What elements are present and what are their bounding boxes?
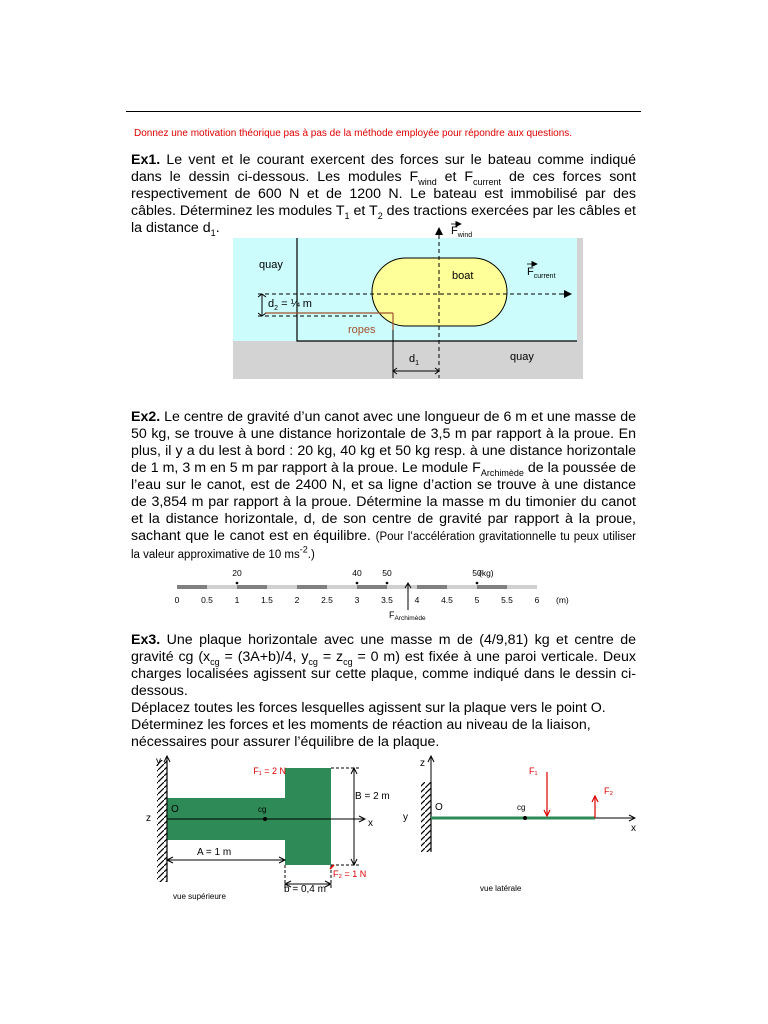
b-label: b = 0,4 m (284, 884, 326, 895)
ruler-segment (417, 585, 447, 589)
ruler-bar (177, 585, 537, 589)
ruler-tick-label: 2.5 (321, 595, 333, 605)
origin-label-side: O (435, 802, 443, 813)
B-label: B = 2 m (355, 791, 390, 802)
y-label-side: y (403, 812, 408, 823)
ruler-tick-label: 1.5 (261, 595, 273, 605)
top-view-caption: vue supérieure (173, 892, 226, 901)
ruler-tick-label: 5 (474, 595, 480, 605)
mass-marker (356, 582, 359, 585)
top-rule (126, 111, 641, 112)
ruler-tick-label: 2 (294, 595, 300, 605)
ruler-tick-label: 4.5 (441, 595, 453, 605)
ruler-tick-label: 6 (534, 595, 540, 605)
mass-marker (236, 582, 239, 585)
ex3-line3: Déterminez les forces et les moments de réaction au niveau de la liaison, nécessaires pour assurer l’équilibre de la plaque. (131, 717, 591, 750)
z-label-side: z (420, 758, 425, 769)
ex3-paragraph: Ex3. Une plaque horizontale avec une masse m de (4/9,81) kg et centre de gravité cg ($x_{cg} = (3A+b)/4$, $y_{cg} = z_{cg} = 0$ m) est fixée à une paroi verticale. Deux charges localisées agissent sur cette plaque, comme indiqué dans le dessin ci-dessous. Déplacez toutes les forces lesquelles agissent sur la plaque vers le point O. Déterminez les forces et les moments de réaction au niveau de la liaison, nécessaires pour assurer l’équilibre de la plaque. (131, 632, 636, 750)
ruler-tick-label: 0.5 (201, 595, 213, 605)
mass-label: 50 (382, 568, 392, 578)
wall-top-view (157, 760, 167, 882)
ruler-segment (207, 585, 237, 589)
mass-label: 40 (352, 568, 362, 578)
ruler-segment (237, 585, 267, 589)
ruler-tick-label: 3 (354, 595, 360, 605)
kg-unit-label: (kg) (479, 568, 494, 578)
ex1-label: Ex1. (131, 152, 161, 168)
m-unit-label: (m) (556, 595, 569, 605)
mass-label: 20 (232, 568, 242, 578)
ruler-segment (447, 585, 477, 589)
origin-label-top: O (171, 804, 179, 815)
boat-diagram (233, 220, 583, 380)
cg-point (263, 817, 267, 821)
y-label-top: y (156, 756, 161, 767)
plate-head (285, 768, 331, 865)
ruler-segment (477, 585, 507, 589)
ruler-segment (267, 585, 297, 589)
intro-instruction: Donnez une motivation théorique pas à pas de la méthode employée pour répondre aux questions. (134, 128, 573, 139)
ropes-label: ropes (348, 324, 376, 336)
A-label: A = 1 m (197, 847, 232, 858)
ruler-tick-labels (175, 595, 540, 605)
wall-side-view (421, 782, 431, 852)
ruler-tick-label: 0 (174, 595, 180, 605)
ruler-tick-label: 5.5 (501, 595, 513, 605)
ruler-segment (357, 585, 387, 589)
ruler-tick-label: 3.5 (381, 595, 393, 605)
cg-label-side: cg (517, 803, 526, 812)
ex2-paragraph: Ex2. Le centre de gravité d’un canot avec une longueur de 6 m et une masse de 50 kg, se trouve à une distance horizontale de 3,5 m par rapport à la proue. En plus, il y a du lest à bord : 20 kg, 40 kg et 50 kg resp. à une distance horizontale de 1 m, 3 m en 5 m par rapport à la proue. Le module $F_{Archimède}$ de la poussée de l’eau sur le canot, est de 2400 N, et sa ligne d’action se trouve à une distance de 3,854 m par rapport à la proue. Détermine la masse m du timonier du canot et la distance horizontale, d, de son centre de gravité par rapport à la proue, sachant que le canot est en équilibre. (Pour l’accélération gravitationnelle tu peux utiliser la valeur approximative de 10 $ms^{-2}$.) (131, 409, 636, 561)
farch-label: $F_{Archimède}$ (389, 610, 426, 622)
plate-side-view (395, 752, 650, 897)
f1-label-side: F₁ (529, 766, 538, 776)
mass-marker (386, 582, 389, 585)
ex1-paragraph: Ex1. Le vent et le courant exercent des forces sur le bateau comme indiqué dans le dessin ci-dessous. Les modules $F_{wind}$ et $F_{current}$ de ces forces sont respectivement de 600 N et de 1200 N. Le bateau est immobilisé par des câbles. Déterminez les modules $T_1$ et $T_2$ des tractions exercées par les câbles et la distance $d_1$. (131, 152, 637, 238)
canoe-ruler-diagram (165, 562, 575, 628)
x-label-top: x (368, 818, 373, 829)
ruler-segment (507, 585, 537, 589)
d2-label: $d_2$ = ¼ m (268, 298, 312, 312)
ex2-label: Ex2. (131, 409, 161, 425)
ruler-segment (387, 585, 417, 589)
f1-label-top: F₁ = 2 N (253, 766, 286, 776)
d1-label: $d_1$ (409, 353, 420, 367)
ruler-tick-label: 4 (414, 595, 420, 605)
fwind-label: $F_{wind}$ (451, 225, 473, 239)
z-label-top: z (146, 813, 151, 824)
f2-label-side: F₂ (604, 786, 613, 796)
ruler-segment (327, 585, 357, 589)
ruler-mass-labels (232, 568, 482, 584)
ruler-segment (297, 585, 327, 589)
side-view-caption: vue latérale (480, 884, 522, 893)
ex3-line2: Déplacez toutes les forces lesquelles agissent sur la plaque vers le point O. (131, 700, 606, 716)
cg-label-top: cg (258, 805, 267, 814)
boat-label: boat (452, 270, 474, 282)
mass-label: 50 (472, 568, 482, 578)
ruler-segment (177, 585, 207, 589)
f2-label-top: F₂ = 1 N (333, 869, 367, 879)
x-label-side: x (631, 823, 636, 834)
cg-point-side (523, 816, 527, 820)
ex3-label: Ex3. (131, 632, 161, 648)
plate-top-view (140, 752, 390, 904)
quay-top-label: quay (259, 259, 283, 271)
ruler-tick-label: 1 (234, 595, 240, 605)
mass-marker (476, 582, 479, 585)
quay-bottom-label: quay (510, 351, 534, 363)
fcurrent-label: $F_{current}$ (527, 266, 556, 280)
